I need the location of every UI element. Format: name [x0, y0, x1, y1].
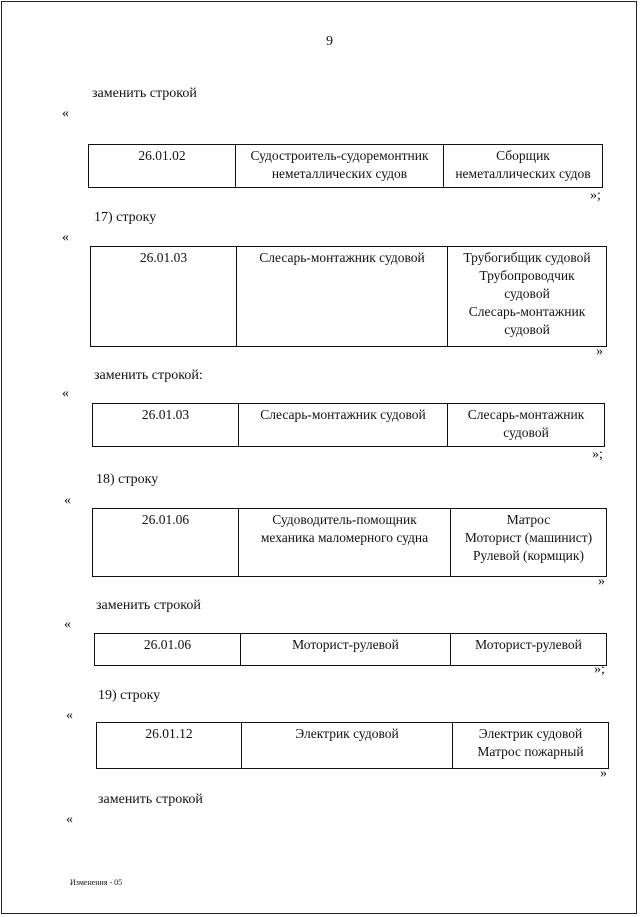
open-quote: «: [62, 230, 69, 245]
qualification-cell: [448, 247, 607, 347]
qualification-cell: [451, 509, 607, 577]
close-quote: »;: [590, 188, 601, 203]
code-cell: [93, 404, 239, 447]
qualification-line: Слесарь-монтажник: [467, 407, 585, 422]
table-row: [88, 144, 603, 188]
name-line: Электрик судовой: [295, 726, 399, 741]
name-line: Моторист-рулевой: [292, 637, 399, 652]
open-quote: «: [64, 617, 71, 632]
qualification-line: Моторист-рулевой: [475, 637, 582, 652]
name-line: Судостроитель-судоремонтник: [250, 148, 429, 163]
qualification-line: Рулевой (кормщик): [473, 548, 584, 563]
instruction-label: 19) строку: [98, 688, 161, 703]
open-quote: «: [66, 812, 73, 827]
code-text: 26.01.12: [145, 726, 193, 741]
qualification-line: Сборщик: [496, 148, 550, 163]
name-cell: [242, 723, 453, 769]
code-cell: [89, 145, 236, 188]
page-border: [1, 1, 637, 914]
name-line: неметаллических судов: [271, 166, 408, 181]
code-cell: [91, 247, 237, 347]
close-quote: »;: [594, 662, 605, 677]
code-cell: [93, 509, 239, 577]
qualification-line: Электрик судовой: [478, 726, 583, 741]
qualification-line: Трубопроводчик: [479, 268, 575, 283]
instruction-label: заменить строкой: [92, 86, 197, 101]
code-text: 26.01.03: [141, 407, 190, 422]
name-line: Слесарь-монтажник судовой: [259, 250, 425, 265]
table-row: [96, 722, 609, 769]
open-quote: «: [62, 386, 69, 401]
close-quote: »: [600, 766, 607, 781]
instruction-label: 18) строку: [96, 472, 159, 487]
qualification-line: неметаллических судов: [455, 166, 591, 181]
open-quote: «: [64, 493, 71, 508]
table-row: [92, 403, 605, 447]
code-text: 26.01.06: [141, 512, 190, 527]
footer-text: Изменения - 05: [70, 878, 123, 887]
instruction-label: заменить строкой: [98, 792, 203, 807]
qualification-cell: [451, 634, 607, 666]
qualification-cell: [448, 404, 605, 447]
qualification-cell: [453, 723, 609, 769]
qualification-line: судовой: [504, 322, 550, 337]
page-number: 9: [326, 34, 333, 49]
name-cell: [237, 247, 448, 347]
code-cell: [97, 723, 242, 769]
qualification-line: судовой: [503, 425, 549, 440]
qualification-line: судовой: [504, 286, 550, 301]
qualification-line: Слесарь-монтажник: [468, 304, 586, 319]
name-cell: [241, 634, 451, 666]
instruction-label: заменить строкой: [96, 598, 201, 613]
qualification-line: Матрос пожарный: [477, 744, 584, 759]
name-cell: [239, 404, 448, 447]
table-row: [90, 246, 607, 347]
open-quote: «: [66, 708, 73, 723]
qualification-line: Матрос: [506, 512, 551, 527]
close-quote: »;: [592, 447, 603, 462]
code-text: 26.01.06: [143, 637, 192, 652]
qualification-cell: [444, 145, 603, 188]
code-text: 26.01.02: [138, 148, 186, 163]
instruction-label: 17) строку: [94, 210, 157, 225]
name-line: Слесарь-монтажник судовой: [260, 407, 426, 422]
instruction-label: заменить строкой:: [94, 368, 203, 383]
qualification-line: Трубогибщик судовой: [463, 250, 591, 265]
table-row: [94, 633, 607, 666]
close-quote: »: [598, 574, 605, 589]
code-cell: [95, 634, 241, 666]
name-line: механика маломерного судна: [260, 530, 429, 545]
name-cell: [239, 509, 451, 577]
name-line: Судоводитель-помощник: [272, 512, 417, 527]
open-quote: «: [62, 106, 69, 121]
qualification-line: Моторист (машинист): [464, 530, 593, 545]
code-text: 26.01.03: [139, 250, 188, 265]
table-row: [92, 508, 607, 577]
name-cell: [236, 145, 444, 188]
close-quote: »: [596, 344, 603, 359]
